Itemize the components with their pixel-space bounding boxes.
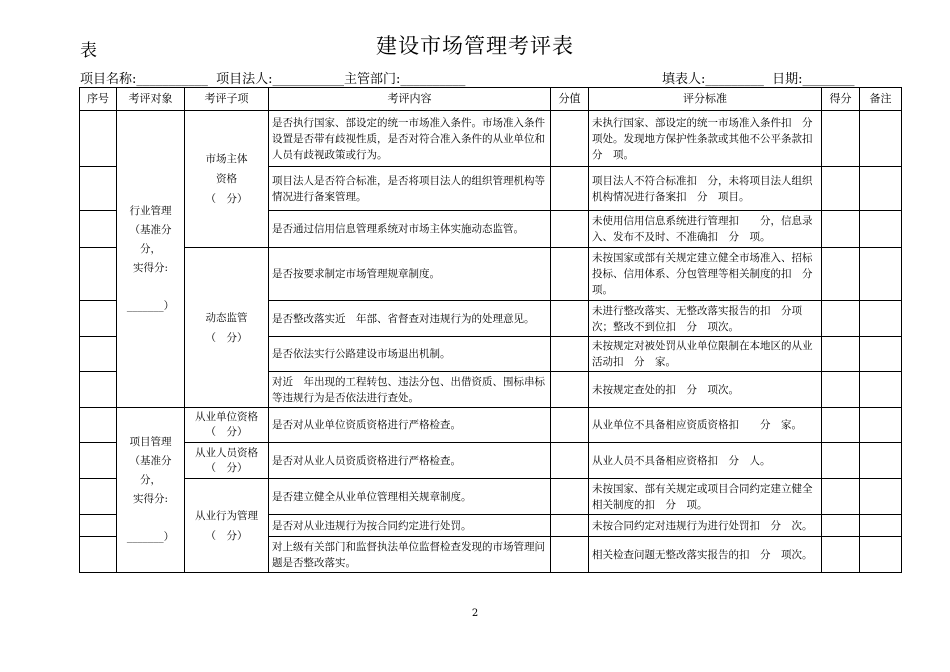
seq-cell	[80, 408, 117, 443]
seq-cell	[80, 301, 117, 337]
score-value-cell	[551, 479, 589, 515]
seq-cell	[80, 211, 117, 248]
sub-market-entity-qualification: 市场主体 资格 （ 分）	[185, 111, 269, 248]
score-cell	[822, 211, 860, 248]
score-cell	[822, 301, 860, 337]
standard-cell: 项目法人不符合标准扣 分，未将项目法人组织机构情况进行备案扣 分 项目。	[589, 167, 822, 211]
score-cell	[822, 372, 860, 408]
score-value-cell	[551, 111, 589, 167]
header-cell: 分值	[551, 88, 589, 111]
sub-unit-qualification: 从业单位资格 （ 分）	[185, 408, 269, 443]
seq-cell	[80, 537, 117, 573]
standard-cell: 未按国家、部有关规定或项目合同约定建立健全相关制度的扣 分 项。	[589, 479, 822, 515]
score-value-cell	[551, 443, 589, 479]
table-row	[80, 408, 902, 443]
sub-personnel-qualification: 从业人员资格 （ 分）	[185, 443, 269, 479]
header-cell: 考评内容	[269, 88, 551, 111]
header-cell: 序号	[80, 88, 117, 111]
seq-cell	[80, 337, 117, 372]
content-cell: 是否对从业违规行为按合同约定进行处罚。	[269, 515, 551, 537]
remark-cell	[860, 248, 902, 301]
seq-cell	[80, 479, 117, 515]
score-cell	[822, 515, 860, 537]
remark-cell	[860, 111, 902, 167]
content-cell: 是否整改落实近 年部、省督查对违规行为的处理意见。	[269, 301, 551, 337]
score-cell	[822, 337, 860, 372]
group-project-management: 项目管理 （基准分 分， 实得分: _______）	[117, 408, 185, 573]
sub-dynamic-supervision: 动态监管 （ 分）	[185, 248, 269, 408]
remark-cell	[860, 408, 902, 443]
score-cell	[822, 443, 860, 479]
table-row	[80, 443, 902, 479]
seq-cell	[80, 248, 117, 301]
content-cell: 对近 年出现的工程转包、违法分包、出借资质、围标串标等违规行为是否依法进行查处。	[269, 372, 551, 408]
remark-cell	[860, 301, 902, 337]
document-title: 建设市场管理考评表	[376, 34, 574, 58]
header-cell: 得分	[822, 88, 860, 111]
score-value-cell	[551, 167, 589, 211]
seq-cell	[80, 443, 117, 479]
remark-cell	[860, 337, 902, 372]
group-industry-management: 行业管理 （基准分 分， 实得分: _______）	[117, 111, 185, 408]
content-cell: 是否执行国家、部设定的统一市场准入条件。市场准入条件设置是否带有歧视性质，是否对符合准入条件的从业单位和人员有歧视政策或行为。	[269, 111, 551, 167]
standard-cell: 未按合同约定对违规行为进行处罚扣 分 次。	[589, 515, 822, 537]
score-value-cell	[551, 211, 589, 248]
table-row	[80, 111, 902, 167]
table-label: 表	[80, 41, 97, 61]
remark-cell	[860, 211, 902, 248]
seq-cell	[80, 167, 117, 211]
standard-cell: 未按国家或部有关规定建立健全市场准入、招标投标、信用体系、分包管理等相关制度的扣 分 项。	[589, 248, 822, 301]
score-value-cell	[551, 537, 589, 573]
score-value-cell	[551, 515, 589, 537]
score-cell	[822, 537, 860, 573]
remark-cell	[860, 537, 902, 573]
seq-cell	[80, 372, 117, 408]
remark-cell	[860, 167, 902, 211]
form-info-left: 项目名称:___________ 项目法人:___________主管部门:__________	[80, 72, 466, 87]
score-cell	[822, 408, 860, 443]
standard-cell: 未进行整改落实、无整改落实报告的扣 分项次；整改不到位扣 分 项次。	[589, 301, 822, 337]
seq-cell	[80, 515, 117, 537]
score-cell	[822, 111, 860, 167]
content-cell: 是否对从业单位资质资格进行严格检查。	[269, 408, 551, 443]
seq-cell	[80, 111, 117, 167]
score-value-cell	[551, 337, 589, 372]
content-cell: 对上级有关部门和监督执法单位监督检查发现的市场管理问题是否整改落实。	[269, 537, 551, 573]
content-cell: 是否通过信用信息管理系统对市场主体实施动态监管。	[269, 211, 551, 248]
standard-cell: 从业人员不具备相应资格扣 分 人。	[589, 443, 822, 479]
score-cell	[822, 479, 860, 515]
header-cell: 备注	[860, 88, 902, 111]
evaluation-table	[79, 87, 902, 573]
score-value-cell	[551, 248, 589, 301]
score-value-cell	[551, 408, 589, 443]
header-cell: 考评子项	[185, 88, 269, 111]
score-cell	[822, 248, 860, 301]
table-header-row	[80, 88, 902, 111]
standard-cell: 未按规定对被处罚从业单位限制在本地区的从业活动扣 分 家。	[589, 337, 822, 372]
table-row	[80, 248, 902, 301]
score-value-cell	[551, 301, 589, 337]
standard-cell: 从业单位不具备相应资质资格扣 分 家。	[589, 408, 822, 443]
page-number: 2	[471, 608, 479, 619]
content-cell: 项目法人是否符合标准，是否将项目法人的组织管理机构等情况进行备案管理。	[269, 167, 551, 211]
header-cell: 评分标准	[589, 88, 822, 111]
remark-cell	[860, 515, 902, 537]
score-value-cell	[551, 372, 589, 408]
remark-cell	[860, 443, 902, 479]
table-row	[80, 479, 902, 515]
header-cell: 考评对象	[117, 88, 185, 111]
standard-cell: 未按规定查处的扣 分 项次。	[589, 372, 822, 408]
content-cell: 是否依法实行公路建设市场退出机制。	[269, 337, 551, 372]
form-info-right: 填表人:_________ 日期:________	[662, 72, 855, 87]
content-cell: 是否按要求制定市场管理规章制度。	[269, 248, 551, 301]
remark-cell	[860, 479, 902, 515]
content-cell: 是否对从业人员资质资格进行严格检查。	[269, 443, 551, 479]
sub-conduct-management: 从业行为管理 （ 分）	[185, 479, 269, 573]
remark-cell	[860, 372, 902, 408]
standard-cell: 相关检查问题无整改落实报告的扣 分 项次。	[589, 537, 822, 573]
content-cell: 是否建立健全从业单位管理相关规章制度。	[269, 479, 551, 515]
score-cell	[822, 167, 860, 211]
standard-cell: 未使用信用信息系统进行管理扣 分，信息录入、发布不及时、不准确扣 分 项。	[589, 211, 822, 248]
standard-cell: 未执行国家、部设定的统一市场准入条件扣 分 项处。发现地方保护性条款或其他不公平条款扣 分 项。	[589, 111, 822, 167]
